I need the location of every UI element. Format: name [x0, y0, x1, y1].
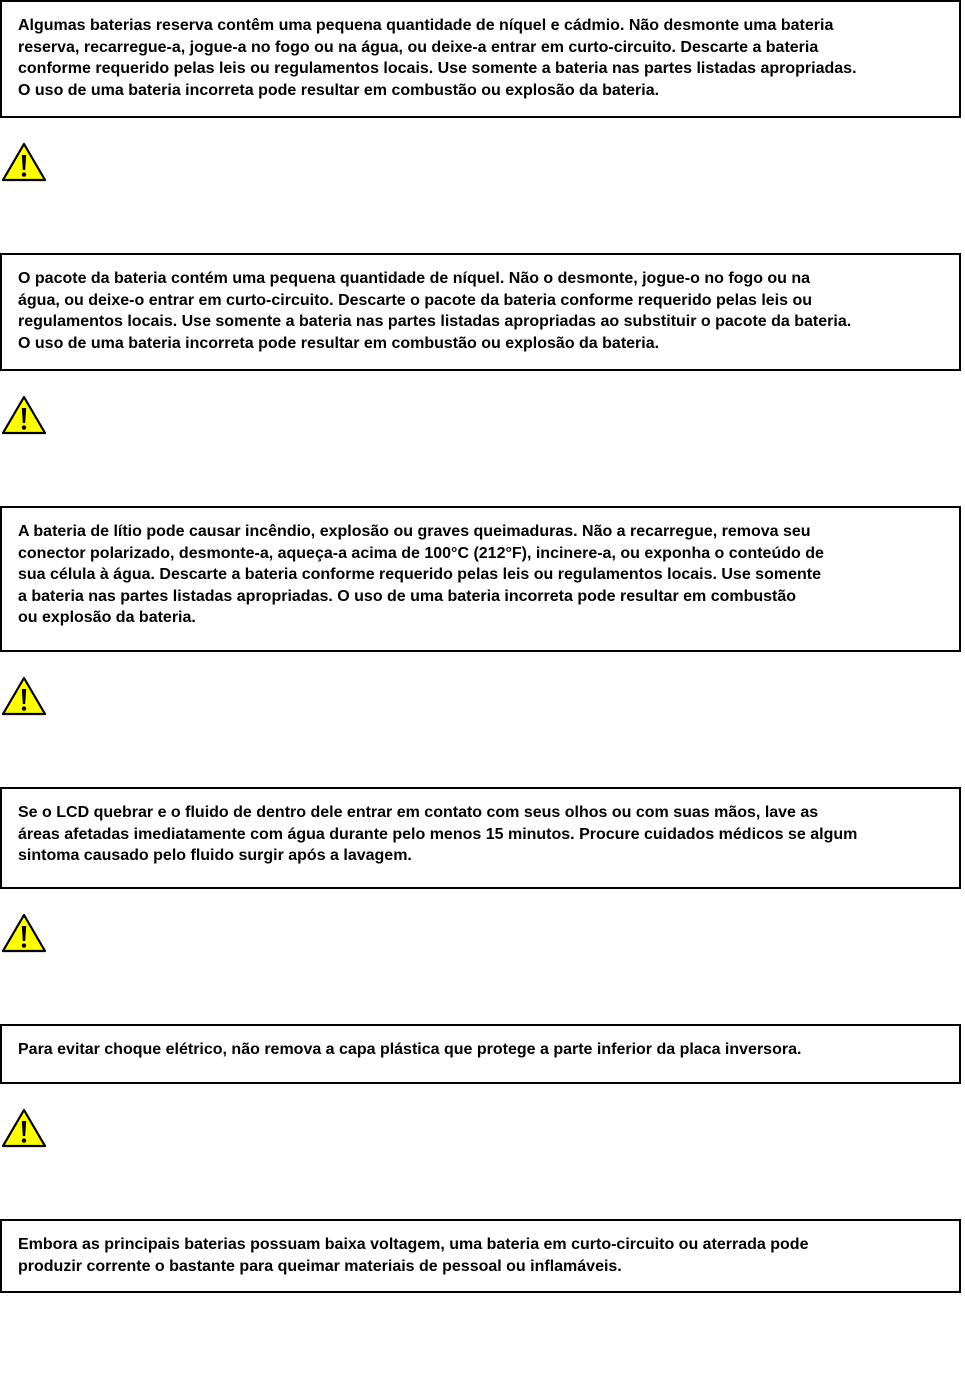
warning-triangle-icon	[0, 141, 48, 183]
warning-triangle-icon	[0, 912, 48, 954]
caution-notice-electric-shock	[0, 1024, 961, 1084]
caution-notice-text: O pacote da bateria contém uma pequena quantidade de níquel. Não o desmonte, jogue-o no fogo ou na água, ou deixe-o entrar em curto-circuito. Descarte o pacote da bateria conforme requerido pelas leis ou regulamentos locais. Use somente a bateria nas partes listadas apropriadas ao substituir o pacote da bateria. O uso de uma bateria incorreta pode resultar em combustão ou explosão da bateria.	[18, 270, 852, 352]
warning-triangle-icon	[0, 394, 48, 436]
caution-notice-lcd-fluid	[0, 787, 961, 889]
warning-triangle-icon	[0, 675, 48, 717]
caution-notice-text: Para evitar choque elétrico, não remova a capa plástica que protege a parte inferior da placa inversora.	[18, 1041, 802, 1058]
caution-notice-text: Algumas baterias reserva contêm uma pequena quantidade de níquel e cádmio. Não desmonte uma bateria reserva, recarregue-a, jogue-a no fogo ou na água, ou deixe-a entrar em curto-circuito. Descarte a bateria conforme requerido pelas leis ou regulamentos locais. Use somente a bateria nas partes listadas apropriadas. O uso de uma bateria incorreta pode resultar em combustão ou explosão da bateria.	[18, 17, 857, 99]
caution-notice-nickel-cadmium	[0, 0, 961, 118]
caution-notice-lithium	[0, 506, 961, 652]
caution-notice-nickel-pack	[0, 253, 961, 371]
warning-triangle-icon	[0, 1107, 48, 1149]
caution-notice-text: Se o LCD quebrar e o fluido de dentro dele entrar em contato com seus olhos ou com suas mãos, lave as áreas afetadas imediatamente com água durante pelo menos 15 minutos. Procure cuidados médicos se algum sintoma causado pelo fluido surgir após a lavagem.	[18, 804, 858, 864]
caution-notice-text: A bateria de lítio pode causar incêndio, explosão ou graves queimaduras. Não a recarregue, remova seu conector polarizado, desmonte-a, aqueça-a acima de 100°C (212°F), incinere-a, ou exponha o conteúdo de sua célula à água. Descarte a bateria conforme requerido pelas leis ou regulamentos locais. Use somente a bateria nas partes listadas apropriadas. O uso de uma bateria incorreta pode resultar em combustão ou explosão da bateria.	[18, 523, 824, 626]
caution-notice-text: Embora as principais baterias possuam baixa voltagem, uma bateria em curto-circuito ou aterrada pode produzir corrente o bastante para queimar materiais de pessoal ou inflamáveis.	[18, 1236, 809, 1275]
caution-notice-short-circuit-current	[0, 1219, 961, 1293]
